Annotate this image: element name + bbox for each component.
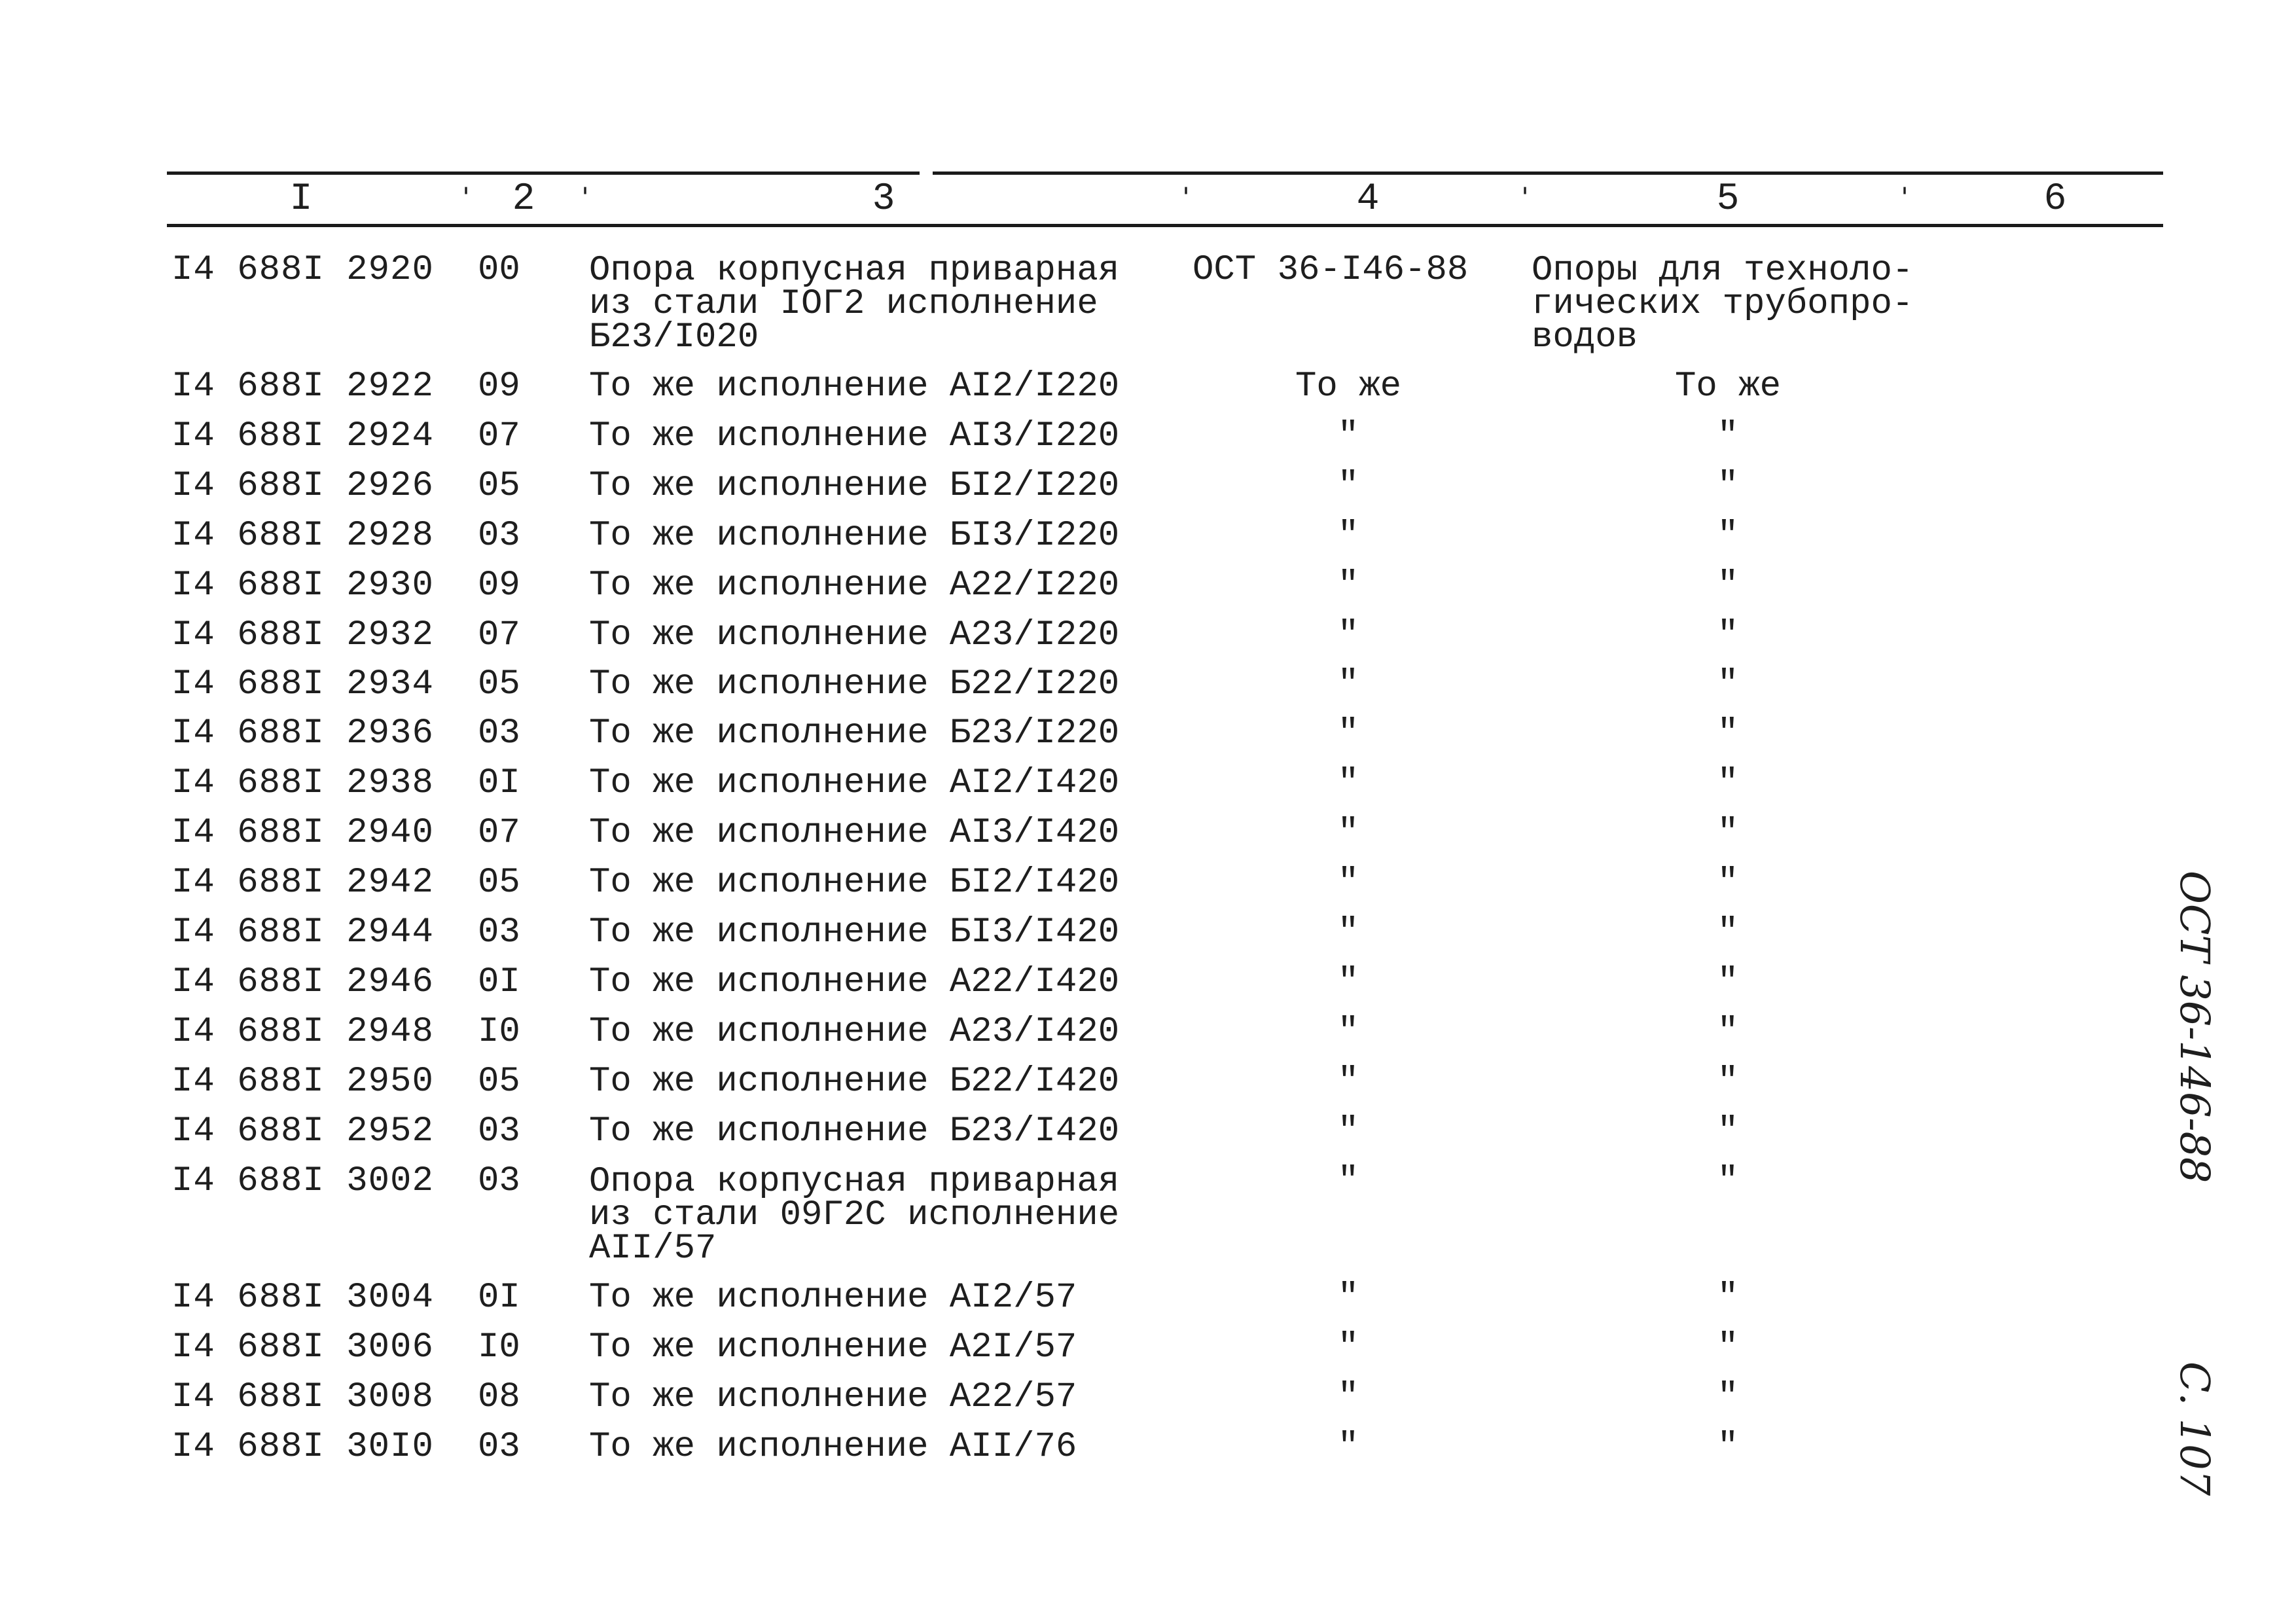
cell-name: То же исполнение AI3/I420	[589, 813, 1120, 853]
column-header-6: 6	[2043, 178, 2067, 221]
column-header-4: 4	[1356, 178, 1380, 221]
cell-name: То же исполнение A23/I220	[589, 615, 1120, 655]
cell-check: 00	[478, 250, 520, 290]
cell-check: 07	[478, 813, 520, 853]
cell-check: 05	[478, 1062, 520, 1102]
cell-doc: "	[1337, 1111, 1359, 1151]
cell-note: "	[1717, 863, 1739, 903]
cell-note: То же	[1674, 367, 1782, 406]
margin-standard-number: ОСТ 36-146-88	[2171, 871, 2219, 1183]
column-header-1: I	[289, 178, 313, 221]
cell-doc: "	[1337, 962, 1359, 1002]
cell-doc: "	[1337, 1377, 1359, 1417]
cell-code: I4 688I 3004	[171, 1278, 434, 1318]
cell-name: То же исполнение A23/I420	[589, 1012, 1120, 1052]
cell-name: То же исполнение БI3/I220	[589, 516, 1120, 556]
top-rule-left	[167, 171, 920, 175]
cell-code: I4 688I 2948	[171, 1012, 434, 1052]
cell-name: Опора корпусная приварная из стали IОГ2 исполнение Б23/I020	[589, 251, 1120, 357]
cell-check: 09	[478, 566, 520, 605]
cell-name: То же исполнение Б22/I420	[589, 1062, 1120, 1102]
cell-check: I0	[478, 1012, 520, 1052]
cell-doc: "	[1337, 1012, 1359, 1052]
cell-doc: "	[1337, 416, 1359, 456]
cell-doc: "	[1337, 566, 1359, 605]
cell-note: "	[1717, 763, 1739, 803]
cell-name: То же исполнение БI2/I220	[589, 466, 1120, 506]
cell-name: То же исполнение AI2/57	[589, 1278, 1077, 1318]
column-header-3: 3	[872, 178, 895, 221]
cell-code: I4 688I 2946	[171, 962, 434, 1002]
cell-doc: "	[1337, 813, 1359, 853]
cell-doc: "	[1337, 615, 1359, 655]
cell-name: То же исполнение Б23/I420	[589, 1111, 1120, 1151]
cell-check: 03	[478, 713, 520, 753]
cell-note: "	[1717, 1377, 1739, 1417]
cell-doc: "	[1337, 1278, 1359, 1318]
cell-name: То же исполнение БI2/I420	[589, 863, 1120, 903]
cell-code: I4 688I 3002	[171, 1161, 434, 1201]
cell-code: I4 688I 2936	[171, 713, 434, 753]
cell-doc: "	[1337, 912, 1359, 952]
cell-name: То же исполнение A22/57	[589, 1377, 1077, 1417]
cell-name: То же исполнение A22/I220	[589, 566, 1120, 605]
column-header-2: 2	[512, 178, 535, 221]
header-bottom-rule	[167, 224, 2163, 227]
cell-code: I4 688I 2952	[171, 1111, 434, 1151]
cell-note: "	[1717, 566, 1739, 605]
cell-check: 07	[478, 615, 520, 655]
cell-note: "	[1717, 1327, 1739, 1367]
cell-check: 03	[478, 1111, 520, 1151]
cell-note: "	[1717, 516, 1739, 556]
header-separator: '	[577, 183, 594, 213]
cell-note: "	[1717, 466, 1739, 506]
cell-check: 05	[478, 664, 520, 704]
cell-doc: "	[1337, 1062, 1359, 1102]
cell-code: I4 688I 2922	[171, 367, 434, 406]
cell-note: "	[1717, 1111, 1739, 1151]
cell-code: I4 688I 2950	[171, 1062, 434, 1102]
cell-note: "	[1717, 962, 1739, 1002]
cell-doc: ОСТ 36-I46-88	[1193, 250, 1469, 290]
cell-code: I4 688I 3008	[171, 1377, 434, 1417]
top-rule-right	[933, 171, 2163, 175]
cell-name: То же исполнение Б23/I220	[589, 713, 1120, 753]
cell-name: То же исполнение AI3/I220	[589, 416, 1120, 456]
cell-note: "	[1717, 1012, 1739, 1052]
cell-doc: "	[1337, 664, 1359, 704]
cell-check: 08	[478, 1377, 520, 1417]
cell-doc: "	[1337, 713, 1359, 753]
cell-note: "	[1717, 1278, 1739, 1318]
cell-code: I4 688I 3006	[171, 1327, 434, 1367]
cell-name: То же исполнение A2I/57	[589, 1327, 1077, 1367]
cell-note: "	[1717, 416, 1739, 456]
cell-check: 03	[478, 1161, 520, 1201]
cell-note: "	[1717, 1161, 1739, 1201]
cell-note: "	[1717, 615, 1739, 655]
cell-doc: "	[1337, 1427, 1359, 1467]
header-separator: '	[1178, 183, 1194, 213]
cell-note: "	[1717, 1427, 1739, 1467]
cell-doc: То же	[1295, 367, 1402, 406]
cell-code: I4 688I 2930	[171, 566, 434, 605]
cell-code: I4 688I 2926	[171, 466, 434, 506]
cell-name: То же исполнение AII/76	[589, 1427, 1077, 1467]
cell-code: I4 688I 2938	[171, 763, 434, 803]
column-header-5: 5	[1716, 178, 1740, 221]
cell-check: 0I	[478, 1278, 520, 1318]
cell-code: I4 688I 30I0	[171, 1427, 434, 1467]
header-separator: '	[1897, 183, 1913, 213]
cell-note: "	[1717, 664, 1739, 704]
cell-note: "	[1717, 713, 1739, 753]
cell-doc: "	[1337, 863, 1359, 903]
cell-check: 09	[478, 367, 520, 406]
cell-check: 0I	[478, 763, 520, 803]
cell-check: I0	[478, 1327, 520, 1367]
cell-check: 03	[478, 516, 520, 556]
cell-doc: "	[1337, 466, 1359, 506]
cell-code: I4 688I 2934	[171, 664, 434, 704]
cell-check: 0I	[478, 962, 520, 1002]
cell-code: I4 688I 2928	[171, 516, 434, 556]
cell-doc: "	[1337, 763, 1359, 803]
cell-note: "	[1717, 912, 1739, 952]
margin-page-number: С. 107	[2171, 1362, 2219, 1496]
cell-check: 07	[478, 416, 520, 456]
cell-check: 03	[478, 1427, 520, 1467]
cell-doc: "	[1337, 1161, 1359, 1201]
cell-doc: "	[1337, 1327, 1359, 1367]
cell-name: То же исполнение БI3/I420	[589, 912, 1120, 952]
cell-name: То же исполнение Б22/I220	[589, 664, 1120, 704]
cell-name: Опора корпусная приварная из стали 09Г2С исполнение AII/57	[589, 1162, 1120, 1269]
cell-code: I4 688I 2920	[171, 250, 434, 290]
cell-code: I4 688I 2932	[171, 615, 434, 655]
cell-code: I4 688I 2940	[171, 813, 434, 853]
cell-name: То же исполнение AI2/I220	[589, 367, 1120, 406]
cell-note: "	[1717, 1062, 1739, 1102]
cell-doc: "	[1337, 516, 1359, 556]
header-separator: '	[458, 183, 475, 213]
cell-note: Опоры для техноло- гических трубопро- водов	[1532, 251, 1914, 357]
cell-name: То же исполнение A22/I420	[589, 962, 1120, 1002]
cell-note: "	[1717, 813, 1739, 853]
cell-check: 05	[478, 466, 520, 506]
cell-name: То же исполнение AI2/I420	[589, 763, 1120, 803]
cell-code: I4 688I 2924	[171, 416, 434, 456]
header-separator: '	[1517, 183, 1534, 213]
cell-code: I4 688I 2942	[171, 863, 434, 903]
cell-check: 03	[478, 912, 520, 952]
cell-code: I4 688I 2944	[171, 912, 434, 952]
cell-check: 05	[478, 863, 520, 903]
